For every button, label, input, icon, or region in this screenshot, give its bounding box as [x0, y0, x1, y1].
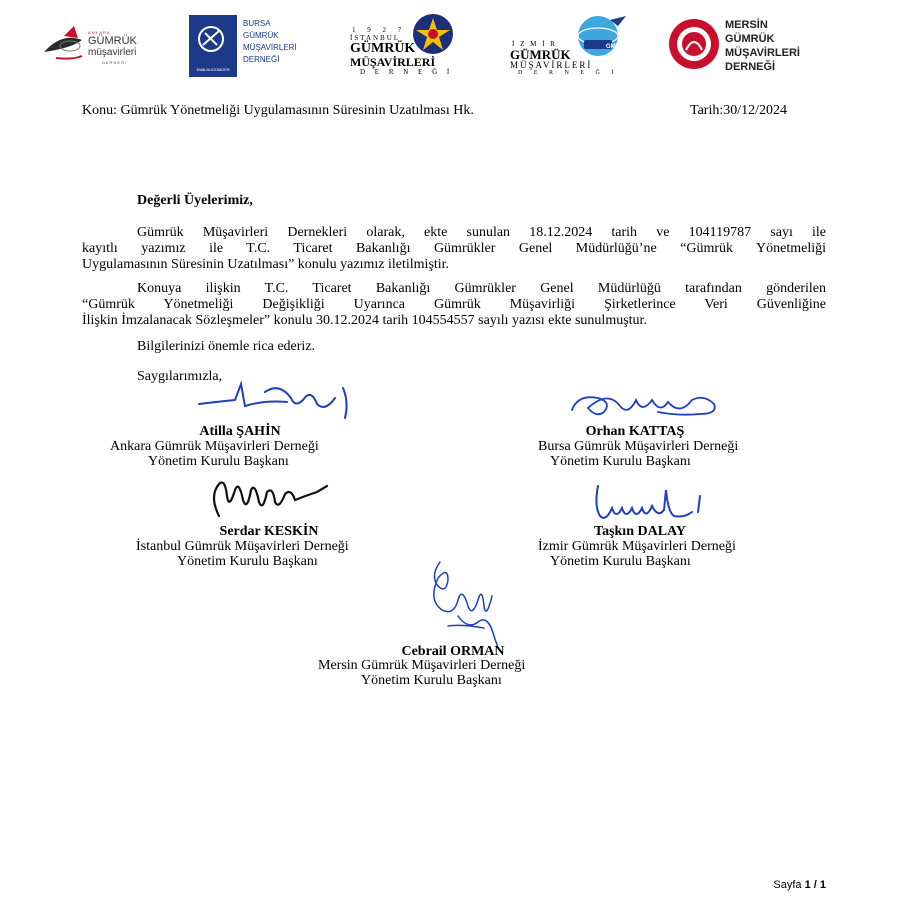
izmir-logo: [508, 12, 633, 78]
bursa-logo-line1: BURSA: [243, 19, 271, 28]
mersin-logo: [668, 12, 800, 78]
istanbul-logo: [346, 12, 471, 78]
paragraph-2: [82, 281, 826, 329]
paragraph-2-line-2: “Gümrük Yönetmeliği Değişikliği Uyarınca Gümrük Müşavirliği Şirketlerince Veri Güvenliğine: [82, 297, 826, 312]
paragraph-1-line-3: Uygulamasının Süresinin Uzatılması” konulu yazımız iletilmiştir.: [82, 257, 450, 272]
bursa-emblem-icon: [189, 15, 237, 65]
signatory-1-title: Yönetim Kurulu Başkanı: [148, 454, 289, 469]
istanbul-logo-line4: D E R N E Ğ İ: [360, 68, 454, 76]
signatory-5-org: Mersin Gümrük Müşavirleri Derneği: [318, 658, 526, 673]
ankara-logo-line2: GÜMRÜK: [88, 35, 137, 47]
paragraph-2-line-3: İlişkin İmzalanacak Sözleşmeler” konulu 30.12.2024 tarih 104554557 sayılı yazısı ekte sunulmuştur.: [82, 313, 647, 328]
mersin-seal-icon: [668, 14, 720, 76]
page-number: [773, 879, 826, 891]
paragraph-1-line-1: Gümrük Müşavirleri Dernekleri olarak, ekte sunulan 18.12.2024 tarih ve 104119787 sayı ile: [137, 225, 826, 240]
mersin-logo-line4: DERNEĞİ: [725, 61, 776, 73]
signatory-5-title: Yönetim Kurulu Başkanı: [361, 673, 502, 688]
bursa-logo-line2: GÜMRÜK: [243, 31, 279, 40]
signature-atilla-sahin: [195, 378, 355, 424]
paragraph-3: Bilgilerinizi önemle rica ederiz.: [137, 339, 316, 354]
izmir-logo-line2: GÜMRÜK: [510, 47, 571, 62]
mersin-logo-line3: MÜŞAVİRLERİ: [725, 47, 800, 59]
bursa-logo-text: [243, 18, 297, 66]
mersin-logo-text: [725, 18, 800, 74]
mersin-logo-line2: GÜMRÜK: [725, 33, 775, 45]
izmir-globe-emblem-icon: [570, 12, 630, 58]
subject-line: Konu: Gümrük Yönetmeliği Uygulamasının Süresinin Uzatılması Hk.: [82, 103, 474, 118]
signatory-2-name: Orhan KATTAŞ: [585, 424, 685, 439]
signatory-5-name: Cebrail ORMAN: [401, 644, 505, 659]
bursa-emblem-box: [189, 15, 237, 77]
paragraph-1-line-2: kayıtlı yazımız ile T.C. Ticaret Bakanlığı Gümrükler Genel Müdürlüğü’ne “Gümrük Yönetmeliği: [82, 241, 826, 256]
signature-taskin-dalay: [588, 482, 718, 526]
page-number-value: 1 / 1: [804, 879, 826, 891]
paragraph-1: [82, 225, 826, 273]
signature-serdar-keskin: [205, 476, 335, 522]
signatory-4-title: Yönetim Kurulu Başkanı: [550, 554, 691, 569]
mersin-logo-line1: MERSİN: [725, 19, 768, 31]
istanbul-logo-year: 1 9 2 7: [352, 26, 407, 34]
ankara-logo-line1: ANKARA: [88, 30, 111, 35]
bursa-badge: 1988-BUGÜMDER: [196, 67, 230, 72]
ankara-logo-line4: DERNEĞİ: [102, 60, 128, 65]
greeting: Değerli Üyelerimiz,: [137, 193, 253, 208]
signatory-3-org: İstanbul Gümrük Müşavirleri Derneği: [136, 539, 349, 554]
istanbul-logo-line2: GÜMRÜK: [350, 41, 416, 56]
date-line: Tarih:30/12/2024: [690, 103, 788, 118]
izmir-logo-line3: MÜŞAVİRLERİ: [510, 60, 593, 70]
signatory-3-title: Yönetim Kurulu Başkanı: [177, 554, 318, 569]
signatory-3-name: Serdar KESKİN: [219, 524, 319, 539]
ankara-logo-line3: müşavirleri: [88, 47, 137, 58]
izmir-logo-line1: İ Z M İ R: [512, 40, 557, 48]
signature-cebrail-orman: [418, 556, 508, 650]
bursa-logo-line4: DERNEĞİ: [243, 55, 280, 64]
signatory-1-org: Ankara Gümrük Müşavirleri Derneği: [110, 439, 319, 454]
closing: Saygılarımızla,: [137, 369, 223, 384]
izmir-logo-line4: D E R N E Ğ İ: [518, 70, 619, 76]
signature-orhan-kattas: [568, 386, 728, 422]
page-number-label: Sayfa: [773, 879, 802, 891]
signatory-2-org: Bursa Gümrük Müşavirleri Derneği: [538, 439, 739, 454]
paragraph-2-line-1: Konuya ilişkin T.C. Ticaret Bakanlığı Gümrükler Genel Müdürlüğü tarafından gönderilen: [137, 281, 826, 296]
istanbul-logo-line1: İSTANBUL: [350, 34, 401, 42]
signatory-4-org: İzmir Gümrük Müşavirleri Derneği: [538, 539, 736, 554]
signatory-4-name: Taşkın DALAY: [594, 524, 686, 539]
izmir-badge: GMD: [606, 44, 620, 50]
istanbul-logo-line3: MÜŞAVİRLERİ: [350, 55, 436, 69]
signatory-2-title: Yönetim Kurulu Başkanı: [550, 454, 691, 469]
ankara-logo: [42, 12, 152, 78]
bursa-logo: [189, 12, 297, 78]
istanbul-star-emblem-icon: [408, 12, 458, 56]
bursa-logo-line3: MÜŞAVİRLERİ: [243, 43, 297, 52]
signatory-1-name: Atilla ŞAHİN: [199, 424, 281, 439]
